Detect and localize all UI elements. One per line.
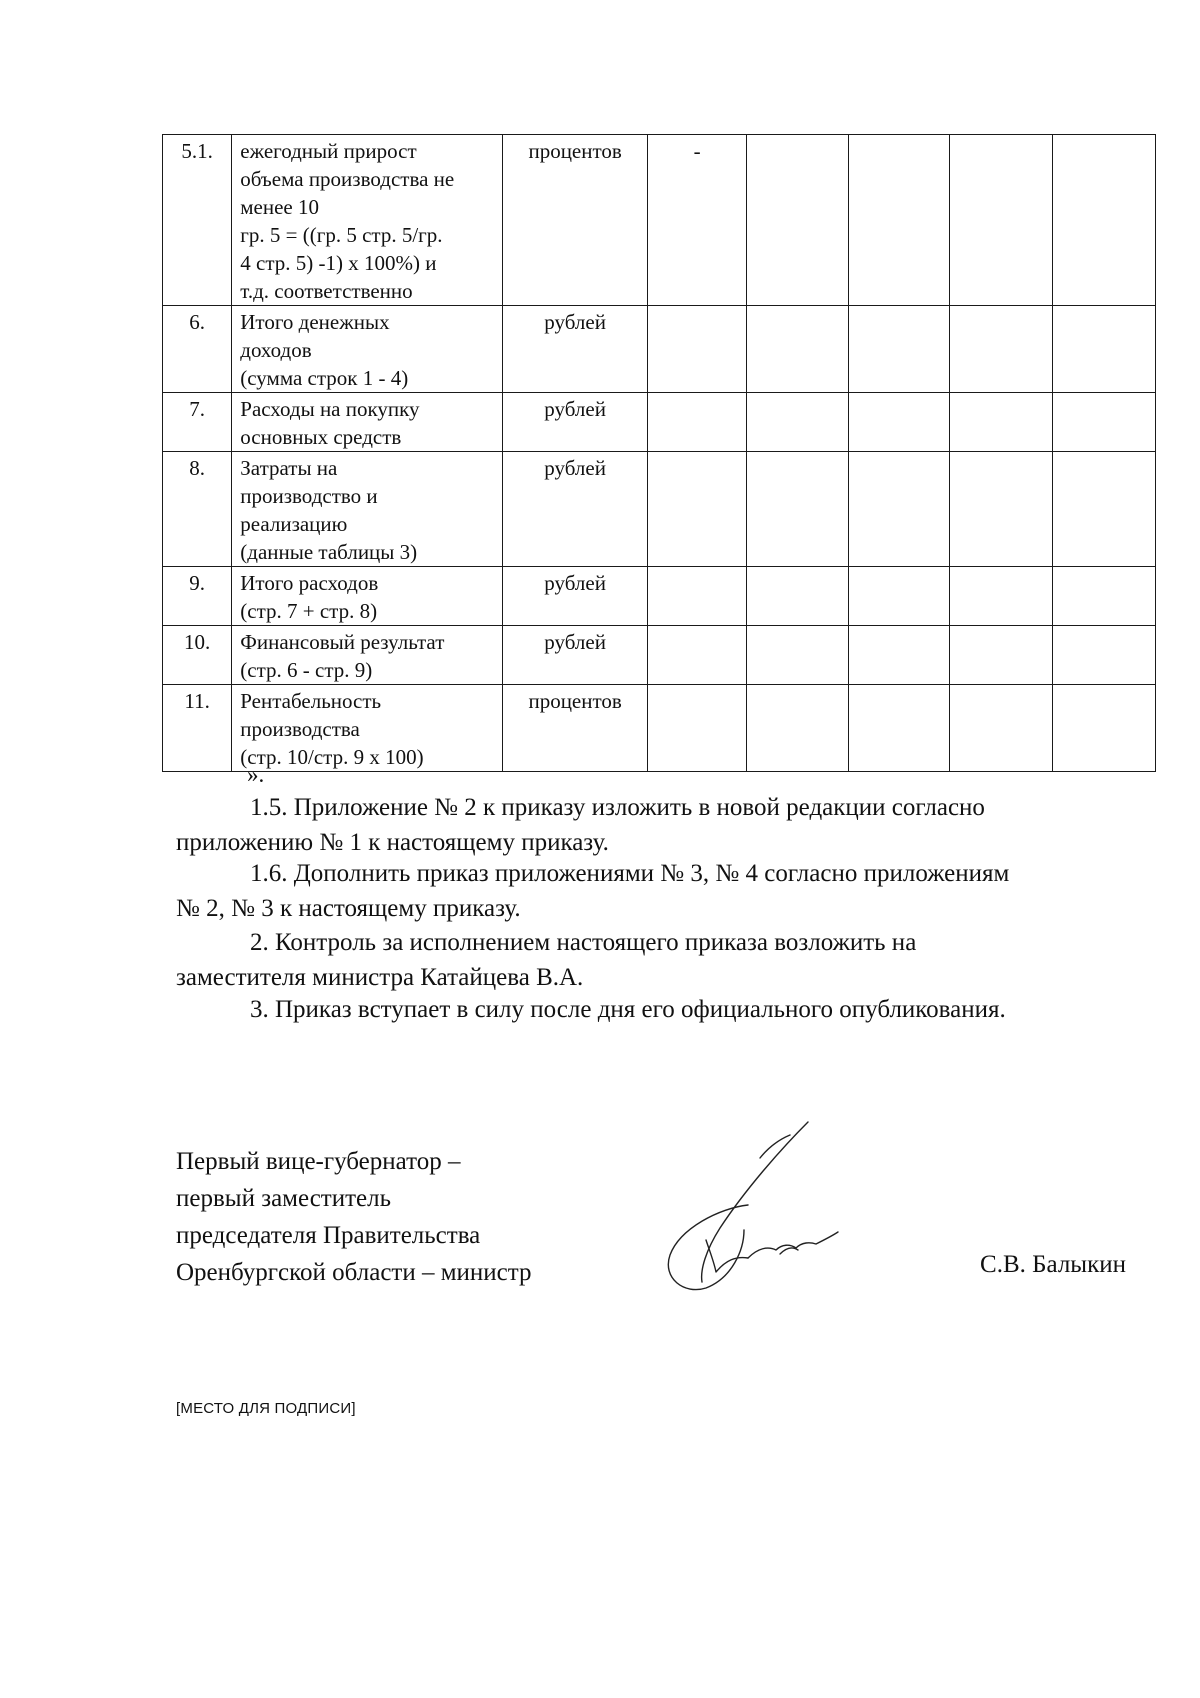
row-unit: рублей xyxy=(503,567,648,626)
row-value-cell xyxy=(950,452,1052,567)
row-number: 9. xyxy=(163,567,232,626)
row-name-line: Итого расходов xyxy=(240,571,379,595)
row-name-line: производства xyxy=(240,717,360,741)
row-number: 7. xyxy=(163,393,232,452)
row-value-cell xyxy=(647,626,746,685)
row-unit: рублей xyxy=(503,393,648,452)
row-name xyxy=(232,567,503,626)
row-name-line: 4 стр. 5) -1) х 100%) и xyxy=(240,251,437,275)
row-value-cell xyxy=(747,135,848,306)
paragraph-1-5 xyxy=(176,790,1126,860)
row-unit: рублей xyxy=(503,306,648,393)
row-name-line: реализацию xyxy=(240,512,348,536)
row-value-cell xyxy=(1052,306,1155,393)
paragraph-line: 1.6. Дополнить приказ приложениями № 3, № 4 согласно приложениям xyxy=(250,860,1010,887)
paragraph-2 xyxy=(176,925,1126,995)
table-row xyxy=(163,135,1156,306)
row-value-cell xyxy=(848,306,949,393)
row-value-cell xyxy=(848,135,949,306)
row-name-line: Расходы на покупку xyxy=(240,397,420,421)
table-row xyxy=(163,452,1156,567)
table-row xyxy=(163,685,1156,772)
row-value-cell xyxy=(950,685,1052,772)
row-name-line: т.д. соответственно xyxy=(240,279,413,303)
row-value-cell xyxy=(1052,685,1155,772)
row-name xyxy=(232,393,503,452)
row-value-cell xyxy=(950,626,1052,685)
row-value-cell xyxy=(848,567,949,626)
row-value-cell xyxy=(647,306,746,393)
row-name-line: Рентабельность xyxy=(240,689,382,713)
table-row xyxy=(163,626,1156,685)
row-value-cell xyxy=(848,452,949,567)
row-name-line: Финансовый результат xyxy=(240,630,445,654)
row-value-cell xyxy=(950,306,1052,393)
row-value-cell xyxy=(647,393,746,452)
table-row xyxy=(163,567,1156,626)
row-value-cell xyxy=(1052,393,1155,452)
row-value-cell xyxy=(747,685,848,772)
table-row xyxy=(163,393,1156,452)
row-name-line: менее 10 xyxy=(240,195,320,219)
handwritten-signature-icon xyxy=(640,1110,860,1300)
row-name-line: Затраты на xyxy=(240,456,338,480)
paragraph-line: заместителя министра Катайцева В.А. xyxy=(176,964,584,991)
row-name-line: Итого денежных xyxy=(240,310,390,334)
row-value-cell xyxy=(848,393,949,452)
row-value-cell xyxy=(747,452,848,567)
row-value-cell xyxy=(647,452,746,567)
row-name-line: объема производства не xyxy=(240,167,455,191)
row-value-cell xyxy=(1052,567,1155,626)
paragraph-line: № 2, № 3 к настоящему приказу. xyxy=(176,895,521,922)
row-value-cell xyxy=(950,135,1052,306)
row-value-cell xyxy=(1052,135,1155,306)
row-value-cell xyxy=(1052,452,1155,567)
row-name-line: (стр. 6 - стр. 9) xyxy=(240,658,373,682)
row-value-cell xyxy=(747,567,848,626)
row-name xyxy=(232,135,503,306)
row-number: 10. xyxy=(163,626,232,685)
row-name-line: ежегодный прирост xyxy=(240,139,417,163)
row-value-cell xyxy=(848,685,949,772)
row-value-cell xyxy=(747,306,848,393)
paragraph-line: приложению № 1 к настоящему приказу. xyxy=(176,829,609,856)
row-name-line: (данные таблицы 3) xyxy=(240,540,418,564)
table-row xyxy=(163,306,1156,393)
paragraph-3 xyxy=(176,992,1126,1027)
row-value-cell xyxy=(747,626,848,685)
row-name xyxy=(232,306,503,393)
row-name xyxy=(232,452,503,567)
row-unit: процентов xyxy=(503,685,648,772)
row-name xyxy=(232,626,503,685)
signer-position-line: Оренбургской области – министр xyxy=(176,1259,532,1286)
signature-placeholder: [МЕСТО ДЛЯ ПОДПИСИ] xyxy=(176,1400,356,1417)
signer-position-line: Первый вице-губернатор – xyxy=(176,1148,461,1175)
signer-position xyxy=(176,1143,532,1291)
paragraph-line: 3. Приказ вступает в силу после дня его официального опубликования. xyxy=(250,996,1006,1023)
signer-position-line: первый заместитель xyxy=(176,1185,392,1212)
paragraph-line: 2. Контроль за исполнением настоящего приказа возложить на xyxy=(250,929,917,956)
row-unit: рублей xyxy=(503,626,648,685)
signer-position-line: председателя Правительства xyxy=(176,1222,481,1249)
row-name-line: (стр. 10/стр. 9 х 100) xyxy=(240,745,424,769)
row-name-line: основных средств xyxy=(240,425,402,449)
row-unit: рублей xyxy=(503,452,648,567)
row-name xyxy=(232,685,503,772)
row-value-cell xyxy=(647,567,746,626)
row-name-line: (стр. 7 + стр. 8) xyxy=(240,599,378,623)
row-number: 6. xyxy=(163,306,232,393)
row-name-line: доходов xyxy=(240,338,312,362)
closing-quote: ». xyxy=(247,762,265,787)
row-number: 11. xyxy=(163,685,232,772)
indicators-table xyxy=(162,134,1156,772)
row-value-cell: - xyxy=(647,135,746,306)
row-name-line: гр. 5 = ((гр. 5 стр. 5/гр. xyxy=(240,223,443,247)
paragraph-1-6 xyxy=(176,856,1126,926)
row-number: 8. xyxy=(163,452,232,567)
row-number: 5.1. xyxy=(163,135,232,306)
row-value-cell xyxy=(950,567,1052,626)
row-value-cell xyxy=(950,393,1052,452)
row-value-cell xyxy=(848,626,949,685)
row-name-line: (сумма строк 1 - 4) xyxy=(240,366,409,390)
row-value-cell xyxy=(647,685,746,772)
signer-name: С.В. Балыкин xyxy=(980,1251,1126,1278)
row-unit: процентов xyxy=(503,135,648,306)
row-name-line: производство и xyxy=(240,484,378,508)
paragraph-line: 1.5. Приложение № 2 к приказу изложить в новой редакции согласно xyxy=(250,794,985,821)
row-value-cell xyxy=(1052,626,1155,685)
row-value-cell xyxy=(747,393,848,452)
